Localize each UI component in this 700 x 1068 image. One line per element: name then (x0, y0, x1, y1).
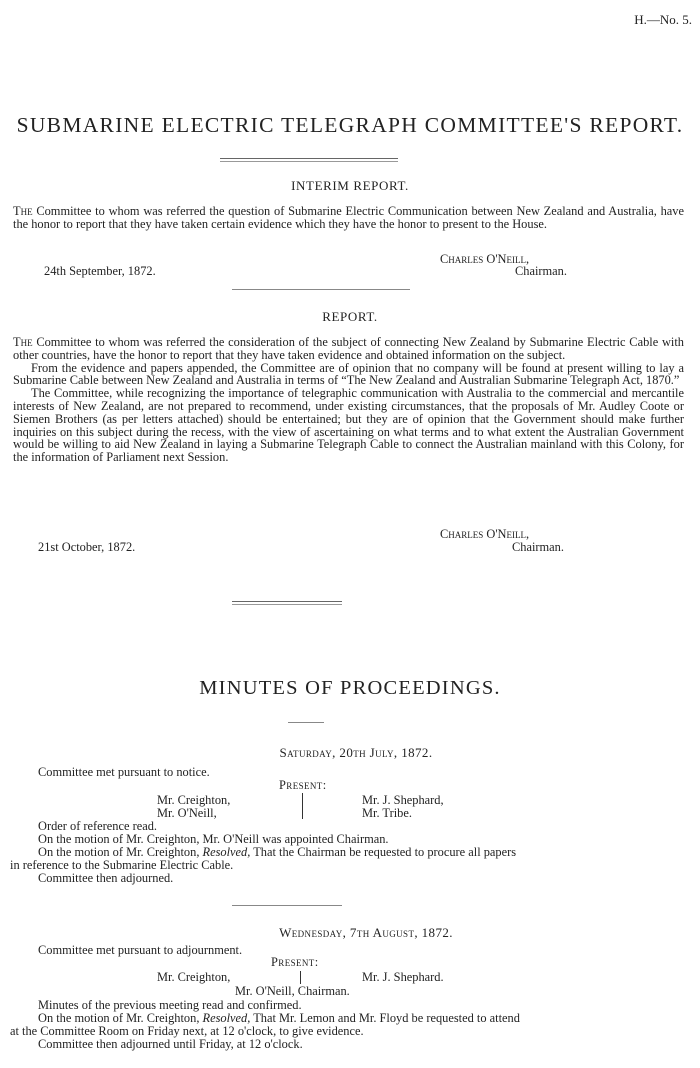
meeting-1-line-3-pre: On the motion of Mr. Creighton, (38, 845, 203, 859)
minutes-title: MINUTES OF PROCEEDINGS. (199, 677, 501, 699)
meeting-2-resolved: Resolved, (202, 1011, 251, 1025)
interim-text: Committee to whom was referred the question of Submarine Electric Communication between New Zealand and Australia, have the honor to report that they have taken certain evidence which they have the honor to present to the House. (13, 204, 684, 231)
report-lead-word: The (13, 335, 33, 349)
interim-report-body (13, 205, 684, 231)
interim-signature-date: 24th September, 1872. (44, 264, 156, 278)
interim-report-heading: INTERIM REPORT. (291, 178, 409, 193)
meeting-1-line-2: On the motion of Mr. Creighton, Mr. O'Neill was appointed Chairman. (38, 832, 389, 846)
interim-divider (232, 289, 410, 290)
report-heading: REPORT. (322, 309, 378, 324)
report-body (13, 336, 684, 464)
meeting-2-opening: Committee met pursuant to adjournment. (38, 943, 243, 957)
meeting-1-member-shephard: Mr. J. Shephard, (362, 793, 444, 807)
report-double-rule (232, 601, 342, 605)
meeting-1-present-label: Present: (279, 778, 327, 792)
title-double-rule (220, 158, 398, 162)
page-reference: H.—No. 5. (634, 12, 692, 27)
meeting-2-chairman: Mr. O'Neill, Chairman. (235, 984, 350, 998)
report-paragraph-2: From the evidence and papers appended, the Committee are of opinion that no company will be found at present willing to lay a Submarine Cable between New Zealand and Australia in terms of “The New Zealand and Australian Submarine Telegraph Act, 1870.” (13, 360, 684, 388)
meeting-2-member-divider (300, 971, 301, 984)
meeting-2-closing: Committee then adjourned until Friday, at 12 o'clock. (38, 1037, 303, 1051)
meeting-1-date: Saturday, 20th July, 1872. (279, 745, 433, 760)
meeting-1-closing: Committee then adjourned. (38, 871, 174, 885)
interim-lead-word: The (13, 204, 33, 218)
meeting-2-line-1: Minutes of the previous meeting read and confirmed. (38, 998, 302, 1012)
meeting-1-member-creighton: Mr. Creighton, (157, 793, 231, 807)
meeting-1-resolved: Resolved, (202, 845, 251, 859)
meeting-divider (232, 905, 342, 906)
interim-signature-name: Charles O'Neill, (440, 252, 530, 266)
meeting-1-line-3-post: That the Chairman be requested to procure all papers (250, 845, 517, 859)
meeting-1-line-1: Order of reference read. (38, 819, 157, 833)
report-signature-date: 21st October, 1872. (38, 540, 136, 554)
meeting-2-present-label: Present: (271, 955, 319, 969)
meeting-1-opening: Committee met pursuant to notice. (38, 765, 210, 779)
page-title: SUBMARINE ELECTRIC TELEGRAPH COMMITTEE'S REPORT. (16, 113, 684, 137)
report-paragraph-1: Committee to whom was referred the consideration of the subject of connecting New Zealand by Submarine Electric Cable with other countries, have the honor to report that they have taken evidence and obtained information on the subject. (13, 335, 684, 362)
meeting-1-member-divider (302, 793, 303, 819)
meeting-1-member-tribe: Mr. Tribe. (362, 806, 412, 820)
report-paragraph-3: The Committee, while recognizing the importance of telegraphic communication with Australia to the commercial and mercantile interests of New Zealand, are not prepared to recommend, under existing circumstances, that the proposals of Mr. Audley Coote or Siemen Brothers (as per letters attached) should be entertained; but they are of opinion that the Government should make further inquiries on this subject during the recess, with the view of ascertaining on what terms and to what extent the Australian Government would be willing to aid New Zealand in laying a Submarine Telegraph Cable to connect the Australian mainland with this Colony, for the information of Parliament next Session. (13, 386, 684, 465)
interim-signature-title: Chairman. (515, 264, 567, 278)
meeting-2-member-shephard: Mr. J. Shephard. (362, 970, 444, 984)
meeting-2-date: Wednesday, 7th August, 1872. (279, 925, 453, 940)
report-signature-name: Charles O'Neill, (440, 527, 530, 541)
meeting-2-line-2-post: That Mr. Lemon and Mr. Floyd be requested to attend (250, 1011, 520, 1025)
meeting-2-member-creighton: Mr. Creighton, (157, 970, 231, 984)
meeting-2-line-2-pre: On the motion of Mr. Creighton, (38, 1011, 203, 1025)
minutes-title-rule (288, 722, 324, 723)
meeting-1-line-3-continued: in reference to the Submarine Electric Cable. (10, 858, 234, 872)
report-signature-title: Chairman. (512, 540, 564, 554)
meeting-1-member-oneill: Mr. O'Neill, (157, 806, 217, 820)
meeting-2-line-2-continued: at the Committee Room on Friday next, at 12 o'clock, to give evidence. (10, 1024, 364, 1038)
